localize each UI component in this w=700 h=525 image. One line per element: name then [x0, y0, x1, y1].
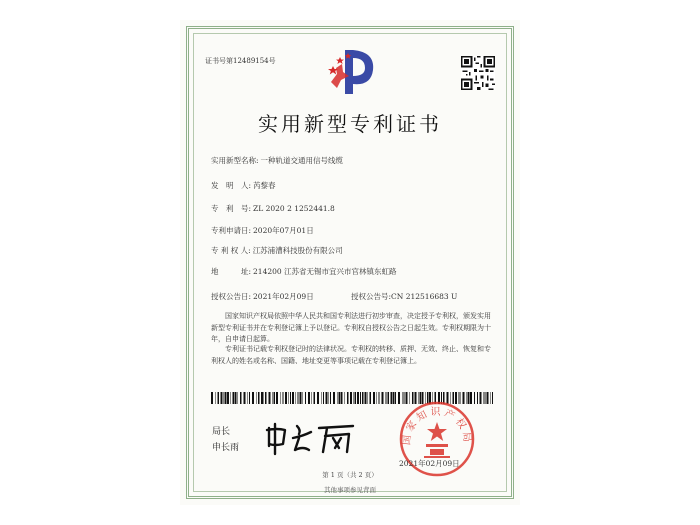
cnipa-logo-icon: [323, 44, 379, 100]
field-value: ZL 2020 2 1252441.8: [253, 204, 335, 213]
field-value: 2021年02月09日: [253, 292, 314, 301]
field-utility-name: [211, 155, 343, 166]
director-name: 申长雨: [212, 443, 240, 453]
seal-date: 2021年02月09日: [399, 459, 460, 468]
field-grant-number: [351, 291, 457, 302]
field-label: 专利申请日:: [211, 226, 252, 235]
field-label: 发 明 人:: [211, 181, 252, 190]
field-label: 授权公告日:: [211, 292, 252, 301]
certificate-number: 证书号第12489154号: [205, 57, 276, 65]
page-number: 第 1 页（共 2 页）: [322, 471, 378, 479]
field-filing-date: [211, 225, 314, 236]
field-grant-date: [211, 291, 314, 302]
field-label: 专 利 权 人:: [211, 246, 251, 255]
director-title: 局长: [212, 427, 231, 437]
paragraph-grant-statement: 国家知识产权局依照中华人民共和国专利法进行初步审查，决定授予专利权，颁发实用新型专利证书并在专利登记簿上予以登记。专利权自授权公告之日起生效。专利权期限为十年，自申请日起算。: [211, 312, 491, 343]
field-value: 214200 江苏省无锡市宜兴市官林镇东虹路: [253, 267, 397, 276]
field-patentee: [211, 245, 343, 256]
paragraph-legal-status: 专利证书记载专利权登记时的法律状况。专利权的转移、质押、无效、终止、恢复和专利权人的姓名或名称、国籍、地址变更等事项记载在专利登记簿上。: [211, 345, 491, 365]
svg-text:国家知识产权局: 国家知识产权局: [401, 407, 473, 446]
field-label: 地 址:: [211, 267, 252, 276]
field-value: 江苏浦漕科技股份有限公司: [252, 246, 343, 255]
field-value: 一种轨道交通用信号线缆: [260, 156, 344, 165]
field-label: 专 利 号:: [211, 204, 252, 213]
qr-code-icon: [461, 56, 495, 90]
footer-note: 其他事项参见背面: [324, 486, 376, 494]
field-inventor: [211, 180, 276, 191]
field-label: 实用新型名称:: [211, 156, 259, 165]
director-signature: [263, 420, 358, 456]
field-value: 2020年07月01日: [253, 226, 314, 235]
certificate-title: 实用新型专利证书: [258, 112, 442, 136]
field-address: [211, 266, 397, 277]
field-value: CN 212516683 U: [391, 292, 458, 301]
field-patent-number: [211, 203, 335, 214]
field-value: 芮黎春: [253, 181, 276, 190]
field-label: 授权公告号:: [351, 292, 392, 301]
